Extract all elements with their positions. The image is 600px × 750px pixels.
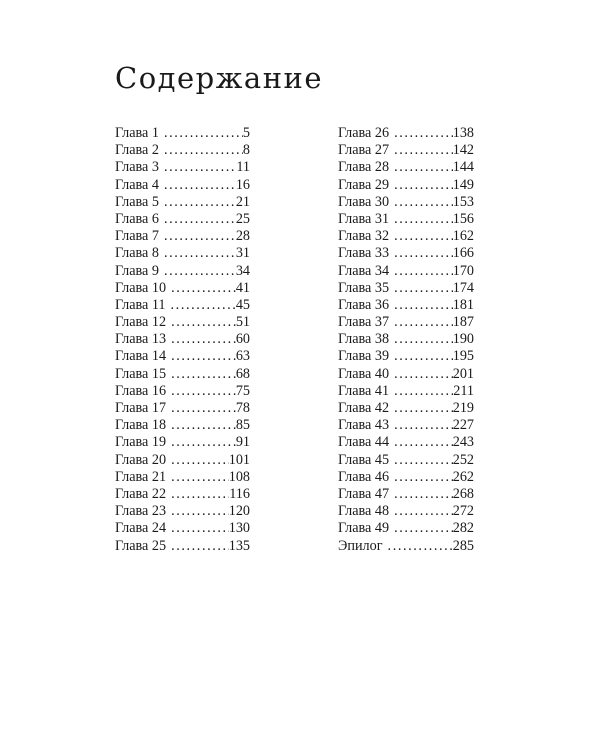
toc-entry (338, 331, 474, 348)
toc-entry (115, 486, 250, 503)
toc-entry (338, 366, 474, 383)
dot-leader (159, 194, 236, 211)
toc-entry-label: Глава 34 (338, 262, 390, 279)
toc-entry-page-number: 51 (235, 314, 250, 331)
toc-entry-label: Глава 30 (338, 193, 390, 210)
toc-entry-label: Глава 48 (338, 503, 390, 520)
dot-leader (166, 331, 236, 348)
toc-entry-label: Глава 26 (338, 125, 390, 141)
dot-leader (389, 469, 453, 486)
toc-entry-label: Глава 18 (115, 417, 167, 434)
toc-entry-page-number: 282 (452, 520, 474, 537)
toc-entry-page-number: 170 (452, 262, 474, 279)
dot-leader (389, 142, 453, 159)
dot-leader (389, 297, 453, 314)
toc-entry (115, 366, 250, 383)
dot-leader (389, 366, 453, 383)
dot-leader (159, 211, 236, 228)
toc-entry-label: Глава 29 (338, 176, 390, 193)
toc-entry (115, 142, 250, 159)
dot-leader (166, 503, 229, 520)
toc-entry (338, 211, 474, 228)
toc-entry-label: Глава 37 (338, 314, 390, 331)
toc-entry-page-number: 5 (242, 125, 250, 141)
toc-entry-page-number: 11 (236, 159, 250, 176)
toc-entry-page-number: 28 (235, 228, 250, 245)
toc-entry-page-number: 285 (452, 537, 474, 554)
toc-entry-label: Глава 42 (338, 400, 390, 416)
toc-entry-page-number: 16 (235, 176, 250, 193)
dot-leader (389, 486, 453, 503)
dot-leader (389, 452, 453, 469)
toc-entry (115, 400, 250, 417)
toc-entry-label: Глава 2 (115, 142, 159, 159)
toc-entry-page-number: 60 (235, 331, 250, 348)
toc-entry (338, 520, 474, 537)
toc-entry-label: Глава 13 (115, 331, 167, 348)
toc-entry-page-number: 181 (452, 296, 474, 313)
dot-leader (166, 348, 236, 365)
dot-leader (389, 280, 453, 297)
toc-entry (338, 263, 474, 280)
toc-entry-page-number: 63 (235, 348, 250, 365)
toc-entry-page-number: 166 (452, 245, 474, 262)
dot-leader (166, 280, 236, 297)
dot-leader (166, 434, 236, 451)
toc-entry (115, 159, 250, 176)
toc-entry-page-number: 108 (228, 468, 250, 485)
toc-entry-label: Глава 28 (338, 159, 390, 176)
toc-entry (338, 245, 474, 262)
dot-leader (389, 348, 453, 365)
toc-column-right (338, 125, 474, 555)
toc-entry (338, 400, 474, 417)
toc-entry (338, 194, 474, 211)
dot-leader (159, 228, 236, 245)
toc-entry-label: Глава 1 (115, 125, 159, 141)
toc-entry-label: Глава 47 (338, 485, 390, 502)
toc-entry-page-number: 262 (452, 468, 474, 485)
toc-entry-page-number: 201 (452, 365, 474, 382)
toc-entry-page-number: 101 (228, 451, 250, 468)
toc-entry (338, 452, 474, 469)
dot-leader (159, 125, 243, 142)
toc-entry-page-number: 21 (235, 193, 250, 210)
toc-entry (338, 314, 474, 331)
dot-leader (389, 211, 453, 228)
toc-entry-label: Глава 24 (115, 520, 167, 537)
toc-entry-page-number: 211 (453, 382, 474, 399)
toc-entry-label: Глава 23 (115, 503, 167, 520)
dot-leader (159, 245, 236, 262)
toc-entry-page-number: 75 (235, 382, 250, 399)
dot-leader (159, 159, 236, 176)
toc-entry-label: Эпилог (338, 537, 383, 554)
toc-entry-page-number: 135 (228, 537, 250, 554)
dot-leader (159, 142, 243, 159)
toc-entry-label: Глава 11 (115, 296, 166, 313)
toc-entry (115, 469, 250, 486)
toc-entry (338, 348, 474, 365)
dot-leader (166, 314, 236, 331)
toc-entry-label: Глава 33 (338, 245, 390, 262)
toc-entry (338, 434, 474, 451)
toc-entry-page-number: 219 (452, 400, 474, 416)
dot-leader (389, 194, 453, 211)
toc-entry (338, 486, 474, 503)
toc-entry-page-number: 120 (228, 503, 250, 520)
toc-entry-page-number: 85 (235, 417, 250, 434)
toc-entry-label: Глава 17 (115, 400, 167, 416)
toc-entry-page-number: 91 (235, 434, 250, 451)
toc-entry-label: Глава 16 (115, 382, 167, 399)
dot-leader (383, 538, 453, 555)
toc-entry-page-number: 252 (452, 451, 474, 468)
toc-entry (115, 417, 250, 434)
toc-entry (115, 452, 250, 469)
toc-entry (115, 211, 250, 228)
toc-entry-page-number: 34 (235, 262, 250, 279)
dot-leader (166, 486, 229, 503)
toc-entry (338, 228, 474, 245)
toc-entry-label: Глава 45 (338, 451, 390, 468)
toc-entry-page-number: 174 (452, 279, 474, 296)
toc-entry-page-number: 144 (452, 159, 474, 176)
toc-entry-page-number: 41 (235, 279, 250, 296)
dot-leader (389, 228, 453, 245)
toc-entry-label: Глава 4 (115, 176, 159, 193)
toc-entry (115, 314, 250, 331)
toc-entry (115, 434, 250, 451)
toc-entry-label: Глава 22 (115, 485, 167, 502)
toc-entry (338, 469, 474, 486)
dot-leader (389, 125, 453, 142)
toc-entry-label: Глава 15 (115, 365, 167, 382)
dot-leader (166, 452, 229, 469)
dot-leader (166, 538, 229, 555)
toc-entry-label: Глава 39 (338, 348, 390, 365)
toc-entry-label: Глава 10 (115, 279, 167, 296)
toc-entry-label: Глава 8 (115, 245, 159, 262)
toc-entry (115, 348, 250, 365)
toc-entry-label: Глава 20 (115, 451, 167, 468)
toc-entry-page-number: 130 (228, 520, 250, 537)
toc-entry-label: Глава 35 (338, 279, 390, 296)
toc-entry-page-number: 195 (452, 348, 474, 365)
toc-entry (115, 245, 250, 262)
toc-entry (338, 142, 474, 159)
toc-entry (338, 280, 474, 297)
toc-entry-page-number: 8 (242, 142, 250, 159)
toc-entry (115, 520, 250, 537)
dot-leader (389, 520, 453, 537)
toc-entry (115, 538, 250, 555)
toc-entry-page-number: 153 (452, 193, 474, 210)
toc-entry-label: Глава 7 (115, 228, 159, 245)
toc-entry (115, 194, 250, 211)
dot-leader (389, 503, 453, 520)
dot-leader (389, 177, 453, 194)
toc-entry-page-number: 142 (452, 142, 474, 159)
toc-entry-label: Глава 36 (338, 296, 390, 313)
toc-entry-page-number: 156 (452, 210, 474, 227)
toc-entry (115, 228, 250, 245)
toc-entry-page-number: 243 (452, 434, 474, 451)
toc-entry-label: Глава 6 (115, 210, 159, 227)
toc-entry-page-number: 138 (452, 125, 474, 141)
toc-entry (338, 503, 474, 520)
toc-entry-page-number: 78 (235, 400, 250, 416)
dot-leader (389, 263, 453, 280)
toc-entry-page-number: 31 (235, 245, 250, 262)
toc-entry (115, 331, 250, 348)
toc-entry (338, 383, 474, 400)
toc-entry (338, 297, 474, 314)
toc-entry-label: Глава 5 (115, 193, 159, 210)
dot-leader (389, 245, 453, 262)
toc-entry-page-number: 45 (235, 296, 250, 313)
dot-leader (166, 469, 229, 486)
toc-entry (115, 177, 250, 194)
toc-entry-label: Глава 12 (115, 314, 167, 331)
toc-entry (338, 417, 474, 434)
toc-entry (115, 503, 250, 520)
toc-entry-label: Глава 19 (115, 434, 167, 451)
toc-entry-label: Глава 32 (338, 228, 390, 245)
dot-leader (389, 400, 453, 417)
toc-entry (338, 125, 474, 142)
dot-leader (389, 434, 453, 451)
dot-leader (166, 400, 236, 417)
toc-entry (338, 177, 474, 194)
toc-entry-page-number: 190 (452, 331, 474, 348)
toc-entry-label: Глава 27 (338, 142, 390, 159)
toc-entry-page-number: 162 (452, 228, 474, 245)
toc-entry-page-number: 268 (452, 485, 474, 502)
dot-leader (389, 331, 453, 348)
toc-entry-label: Глава 38 (338, 331, 390, 348)
page-title: Содержание (115, 61, 324, 95)
dot-leader (389, 159, 453, 176)
toc-entry-page-number: 227 (452, 417, 474, 434)
toc-entry-label: Глава 49 (338, 520, 390, 537)
toc-entry-label: Глава 14 (115, 348, 167, 365)
toc-entry-label: Глава 31 (338, 210, 390, 227)
toc-entry-label: Глава 3 (115, 159, 159, 176)
toc-entry (115, 280, 250, 297)
toc-entry-label: Глава 43 (338, 417, 390, 434)
dot-leader (166, 520, 229, 537)
toc-entry (338, 159, 474, 176)
toc-entry (115, 263, 250, 280)
toc-entry-label: Глава 40 (338, 365, 390, 382)
toc-entry-page-number: 68 (235, 365, 250, 382)
dot-leader (166, 383, 236, 400)
toc-entry-label: Глава 41 (338, 382, 390, 399)
toc-entry (115, 383, 250, 400)
toc-entry-label: Глава 21 (115, 468, 167, 485)
toc-entry-page-number: 25 (235, 210, 250, 227)
dot-leader (166, 417, 236, 434)
dot-leader (166, 297, 236, 314)
toc-entry-label: Глава 9 (115, 262, 159, 279)
toc-entry-page-number: 149 (452, 176, 474, 193)
toc-entry-page-number: 116 (229, 485, 250, 502)
dot-leader (389, 417, 453, 434)
dot-leader (166, 366, 236, 383)
toc-entry (115, 297, 250, 314)
toc-entry (115, 125, 250, 142)
toc-entry-label: Глава 44 (338, 434, 390, 451)
toc-entry-page-number: 187 (452, 314, 474, 331)
toc-entry-label: Глава 25 (115, 537, 167, 554)
toc-entry-label: Глава 46 (338, 468, 390, 485)
dot-leader (389, 314, 453, 331)
dot-leader (159, 177, 236, 194)
toc-column-left (115, 125, 250, 555)
dot-leader (389, 383, 453, 400)
toc-entry (338, 538, 474, 555)
dot-leader (159, 263, 236, 280)
toc-entry-page-number: 272 (452, 503, 474, 520)
